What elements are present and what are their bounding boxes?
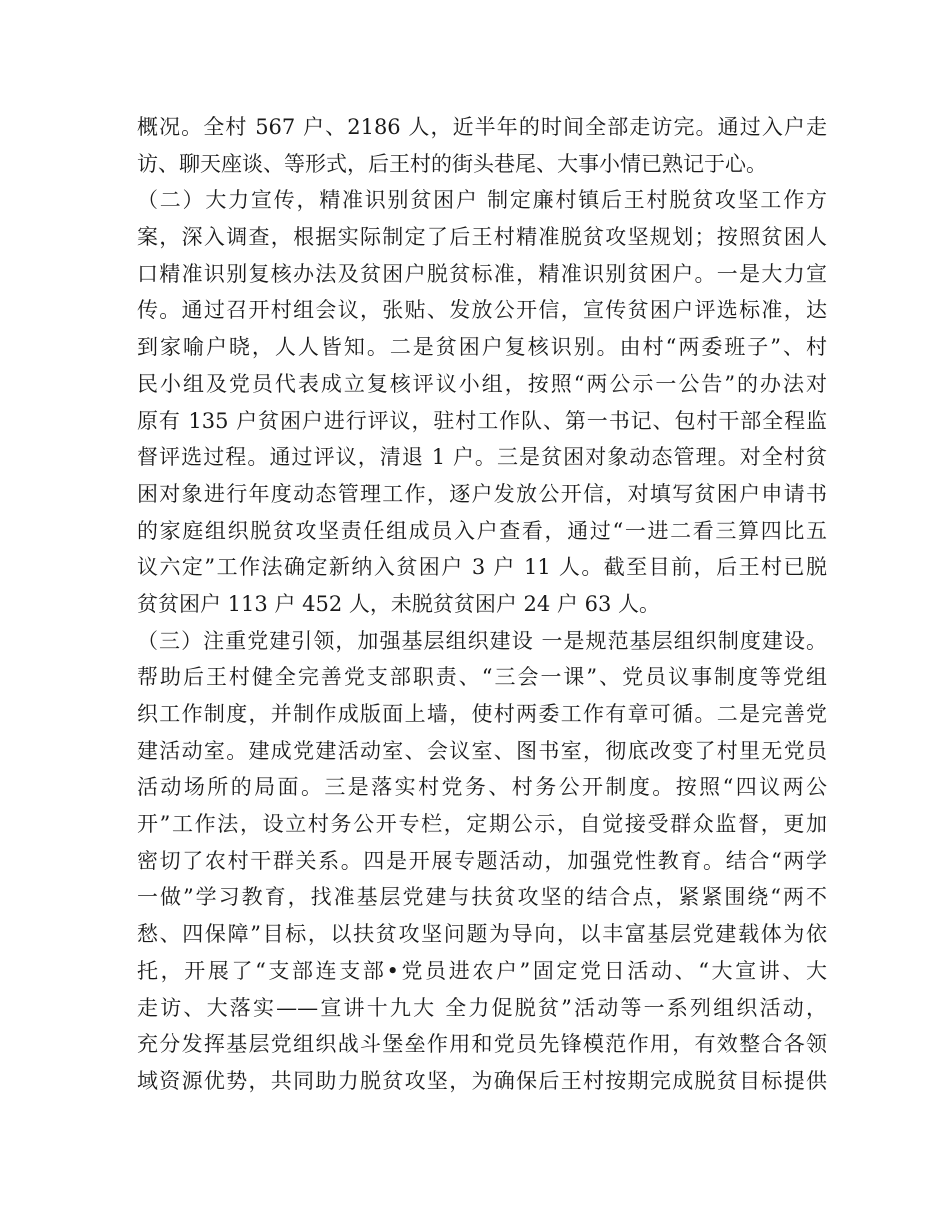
text-line: 民小组及党员代表成立复核评议小组，按照“两公示一公告”的办法对 [137, 371, 827, 396]
text-line: 充分发挥基层党组织战斗堡垒作用和党员先锋模范作用，有效整合各领 [137, 1032, 827, 1057]
text-line: 帮助后王村健全完善党支部职责、“三会一课”、党员议事制度等党组 [137, 665, 827, 690]
text-line: 到家喻户晓，人人皆知。二是贫困户复核识别。由村“两委班子”、村 [137, 335, 827, 360]
text-line: 密切了农村干群关系。四是开展专题活动，加强党性教育。结合“两学 [137, 848, 827, 873]
text-line: 一做”学习教育，找准基层党建与扶贫攻坚的结合点，紧紧围绕“两不 [137, 885, 827, 910]
text-line: 督评选过程。通过评议，清退 1 户。三是贫困对象动态管理。对全村贫 [137, 445, 827, 470]
text-line: 案，深入调查，根据实际制定了后王村精准脱贫攻坚规划；按照贫困人 [137, 225, 827, 250]
text-line: 访、聊天座谈、等形式，后王村的街头巷尾、大事小情已熟记于心。 [137, 151, 767, 176]
text-line: 原有 135 户贫困户进行评议，驻村工作队、第一书记、包村干部全程监 [137, 408, 827, 433]
text-line: 概况。全村 567 户、2186 人，近半年的时间全部走访完。通过入户走 [137, 115, 827, 139]
text-line: （二）大力宣传，精准识别贫困户 制定廉村镇后王村脱贫攻坚工作方 [137, 188, 827, 213]
body-text [137, 109, 827, 1100]
text-line: 传。通过召开村组会议，张贴、发放公开信，宣传贫困户评选标准，达 [137, 298, 827, 323]
text-line: 口精准识别复核办法及贫困户脱贫标准，精准识别贫困户。一是大力宣 [137, 261, 827, 286]
text-line: 域资源优势，共同助力脱贫攻坚，为确保后王村按期完成脱贫目标提供 [137, 1068, 827, 1093]
text-line: 开”工作法，设立村务公开专栏，定期公示，自觉接受群众监督，更加 [137, 812, 827, 837]
text-line: 贫贫困户 113 户 452 人，未脱贫贫困户 24 户 63 人。 [137, 591, 661, 616]
text-line: 走访、大落实——宣讲十九大 全力促脱贫”活动等一系列组织活动， [137, 995, 827, 1020]
text-line: 建活动室。建成党建活动室、会议室、图书室，彻底改变了村里无党员 [137, 738, 827, 763]
text-line: 愁、四保障”目标，以扶贫攻坚问题为导向，以丰富基层党建载体为依 [137, 922, 827, 947]
text-line: 困对象进行年度动态管理工作，逐户发放公开信，对填写贫困户申请书 [137, 481, 827, 506]
text-line: 的家庭组织脱贫攻坚责任组成员入户查看，通过“一进二看三算四比五 [137, 518, 827, 543]
text-line: 托，开展了“支部连支部•党员进农户”固定党日活动、“大宣讲、大 [137, 958, 827, 983]
text-line: 活动场所的局面。三是落实村党务、村务公开制度。按照“四议两公 [137, 775, 827, 800]
text-line: （三）注重党建引领，加强基层组织建设 一是规范基层组织制度建设。 [137, 628, 827, 653]
text-line: 议六定”工作法确定新纳入贫困户 3 户 11 人。截至目前，后王村已脱 [137, 555, 827, 580]
text-line: 织工作制度，并制作成版面上墙，使村两委工作有章可循。二是完善党 [137, 702, 827, 726]
